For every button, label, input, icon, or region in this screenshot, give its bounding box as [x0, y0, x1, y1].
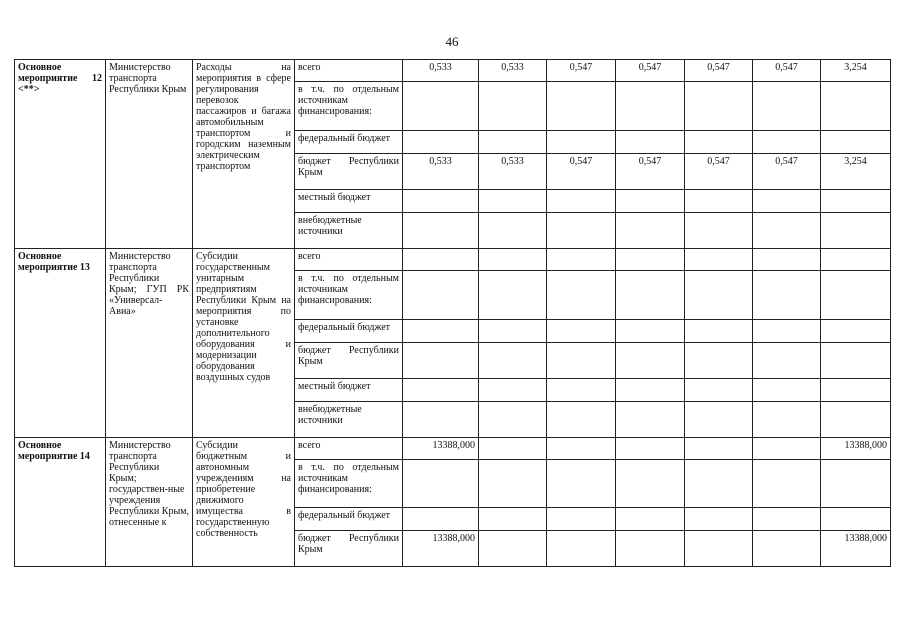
- year-value-cell: [616, 320, 685, 343]
- year-value-cell: 0,533: [403, 154, 479, 190]
- year-value-cell: [685, 131, 753, 154]
- funding-source-cell: федеральный бюджет: [295, 320, 403, 343]
- year-value-cell: [403, 190, 479, 213]
- description-cell: Расходы на мероприятия в сфере регулирования перевозок пассажиров и багажа автомобильным транспортом и городским наземным электрическим транспортом: [193, 60, 295, 249]
- year-value-cell: [616, 438, 685, 460]
- year-value-cell: [616, 82, 685, 131]
- year-value-cell: 0,533: [479, 154, 547, 190]
- total-value-cell: 13388,000: [821, 438, 891, 460]
- year-value-cell: [685, 508, 753, 531]
- total-value-cell: [821, 379, 891, 402]
- year-value-cell: [753, 190, 821, 213]
- year-value-cell: [616, 379, 685, 402]
- year-value-cell: [753, 131, 821, 154]
- year-value-cell: [479, 531, 547, 567]
- year-value-cell: [616, 131, 685, 154]
- year-value-cell: [479, 213, 547, 249]
- funding-source-cell: бюджет Республики Крым: [295, 343, 403, 379]
- year-value-cell: [753, 82, 821, 131]
- year-value-cell: [616, 190, 685, 213]
- year-value-cell: [753, 320, 821, 343]
- funding-source-cell: федеральный бюджет: [295, 131, 403, 154]
- year-value-cell: [753, 271, 821, 320]
- year-value-cell: [403, 460, 479, 508]
- year-value-cell: [479, 190, 547, 213]
- measure-cell: Основное мероприятие 13: [15, 249, 106, 438]
- year-value-cell: [547, 508, 616, 531]
- year-value-cell: [547, 438, 616, 460]
- year-value-cell: [685, 249, 753, 271]
- year-value-cell: [616, 460, 685, 508]
- year-value-cell: [616, 531, 685, 567]
- year-value-cell: [753, 249, 821, 271]
- year-value-cell: [403, 82, 479, 131]
- year-value-cell: [685, 460, 753, 508]
- year-value-cell: [547, 460, 616, 508]
- year-value-cell: [685, 271, 753, 320]
- year-value-cell: [616, 213, 685, 249]
- year-value-cell: [547, 271, 616, 320]
- year-value-cell: [403, 213, 479, 249]
- year-value-cell: [479, 438, 547, 460]
- funding-source-cell: в т.ч. по отдельным источникам финансирования:: [295, 82, 403, 131]
- year-value-cell: [616, 249, 685, 271]
- funding-source-cell: федеральный бюджет: [295, 508, 403, 531]
- funding-source-cell: в т.ч. по отдельным источникам финансирования:: [295, 460, 403, 508]
- executor-cell: Министерство транспорта Республики Крым: [106, 60, 193, 249]
- total-value-cell: [821, 508, 891, 531]
- table-row: [15, 249, 891, 271]
- year-value-cell: [685, 213, 753, 249]
- funding-source-cell: всего: [295, 438, 403, 460]
- year-value-cell: [479, 343, 547, 379]
- year-value-cell: [616, 508, 685, 531]
- year-value-cell: [753, 460, 821, 508]
- year-value-cell: [685, 531, 753, 567]
- year-value-cell: [616, 343, 685, 379]
- total-value-cell: [821, 249, 891, 271]
- year-value-cell: [547, 213, 616, 249]
- total-value-cell: [821, 343, 891, 379]
- total-value-cell: 13388,000: [821, 531, 891, 567]
- year-value-cell: [547, 531, 616, 567]
- year-value-cell: [685, 343, 753, 379]
- year-value-cell: [547, 249, 616, 271]
- year-value-cell: 13388,000: [403, 531, 479, 567]
- year-value-cell: [753, 438, 821, 460]
- year-value-cell: [753, 213, 821, 249]
- year-value-cell: [479, 508, 547, 531]
- year-value-cell: [753, 379, 821, 402]
- year-value-cell: [616, 402, 685, 438]
- year-value-cell: [685, 320, 753, 343]
- year-value-cell: [547, 320, 616, 343]
- year-value-cell: 0,547: [547, 154, 616, 190]
- funding-source-cell: бюджет Республики Крым: [295, 154, 403, 190]
- total-value-cell: [821, 271, 891, 320]
- year-value-cell: [479, 402, 547, 438]
- funding-source-cell: внебюджетные источники: [295, 402, 403, 438]
- executor-cell: Министерство транспорта Республики Крым; государствен-ные учреждения Республики Крым, отнесенные к: [106, 438, 193, 567]
- year-value-cell: 0,533: [479, 60, 547, 82]
- year-value-cell: [547, 343, 616, 379]
- funding-source-cell: в т.ч. по отдельным источникам финансирования:: [295, 271, 403, 320]
- year-value-cell: [479, 271, 547, 320]
- year-value-cell: [685, 190, 753, 213]
- year-value-cell: [403, 320, 479, 343]
- year-value-cell: [685, 379, 753, 402]
- year-value-cell: [403, 402, 479, 438]
- executor-cell: Министерство транспорта Республики Крым; ГУП РК «Универсал-Авиа»: [106, 249, 193, 438]
- year-value-cell: [547, 82, 616, 131]
- year-value-cell: [403, 508, 479, 531]
- scan-mark: [36, 420, 56, 432]
- measure-cell: Основное мероприятие 14: [15, 438, 106, 567]
- table-body: [15, 60, 891, 567]
- measure-cell: Основное мероприятие 12 <**>: [15, 60, 106, 249]
- year-value-cell: 0,547: [685, 154, 753, 190]
- year-value-cell: [753, 531, 821, 567]
- year-value-cell: [616, 271, 685, 320]
- year-value-cell: [479, 131, 547, 154]
- year-value-cell: 13388,000: [403, 438, 479, 460]
- funding-source-cell: местный бюджет: [295, 190, 403, 213]
- year-value-cell: 0,547: [547, 60, 616, 82]
- year-value-cell: [403, 249, 479, 271]
- total-value-cell: [821, 402, 891, 438]
- year-value-cell: [403, 131, 479, 154]
- year-value-cell: [479, 249, 547, 271]
- description-cell: Субсидии государственным унитарным предприятиям Республики Крым на мероприятия по установке дополнительного оборудования и модернизации оборудования воздушных судов: [193, 249, 295, 438]
- funding-source-cell: всего: [295, 249, 403, 271]
- table-row: [15, 438, 891, 460]
- funding-source-cell: всего: [295, 60, 403, 82]
- table-row: [15, 60, 891, 82]
- total-value-cell: [821, 460, 891, 508]
- year-value-cell: 0,547: [616, 154, 685, 190]
- total-value-cell: 3,254: [821, 154, 891, 190]
- year-value-cell: [479, 379, 547, 402]
- description-cell: Субсидии бюджетным и автономным учреждениям на приобретение движимого имущества в государственную собственность: [193, 438, 295, 567]
- year-value-cell: [547, 131, 616, 154]
- total-value-cell: [821, 320, 891, 343]
- year-value-cell: 0,533: [403, 60, 479, 82]
- year-value-cell: 0,547: [753, 154, 821, 190]
- year-value-cell: [685, 438, 753, 460]
- year-value-cell: [479, 320, 547, 343]
- year-value-cell: [547, 379, 616, 402]
- year-value-cell: [753, 508, 821, 531]
- year-value-cell: [479, 460, 547, 508]
- year-value-cell: [753, 343, 821, 379]
- total-value-cell: [821, 131, 891, 154]
- year-value-cell: [547, 402, 616, 438]
- year-value-cell: [685, 402, 753, 438]
- year-value-cell: [403, 379, 479, 402]
- year-value-cell: [753, 402, 821, 438]
- total-value-cell: [821, 213, 891, 249]
- year-value-cell: [547, 190, 616, 213]
- funding-source-cell: местный бюджет: [295, 379, 403, 402]
- total-value-cell: 3,254: [821, 60, 891, 82]
- year-value-cell: [479, 82, 547, 131]
- total-value-cell: [821, 190, 891, 213]
- year-value-cell: 0,547: [753, 60, 821, 82]
- year-value-cell: [403, 343, 479, 379]
- year-value-cell: 0,547: [685, 60, 753, 82]
- year-value-cell: [403, 271, 479, 320]
- total-value-cell: [821, 82, 891, 131]
- funding-source-cell: бюджет Республики Крым: [295, 531, 403, 567]
- year-value-cell: 0,547: [616, 60, 685, 82]
- funding-source-cell: внебюджетные источники: [295, 213, 403, 249]
- budget-table: [14, 59, 891, 567]
- page-number: 46: [445, 34, 459, 49]
- year-value-cell: [685, 82, 753, 131]
